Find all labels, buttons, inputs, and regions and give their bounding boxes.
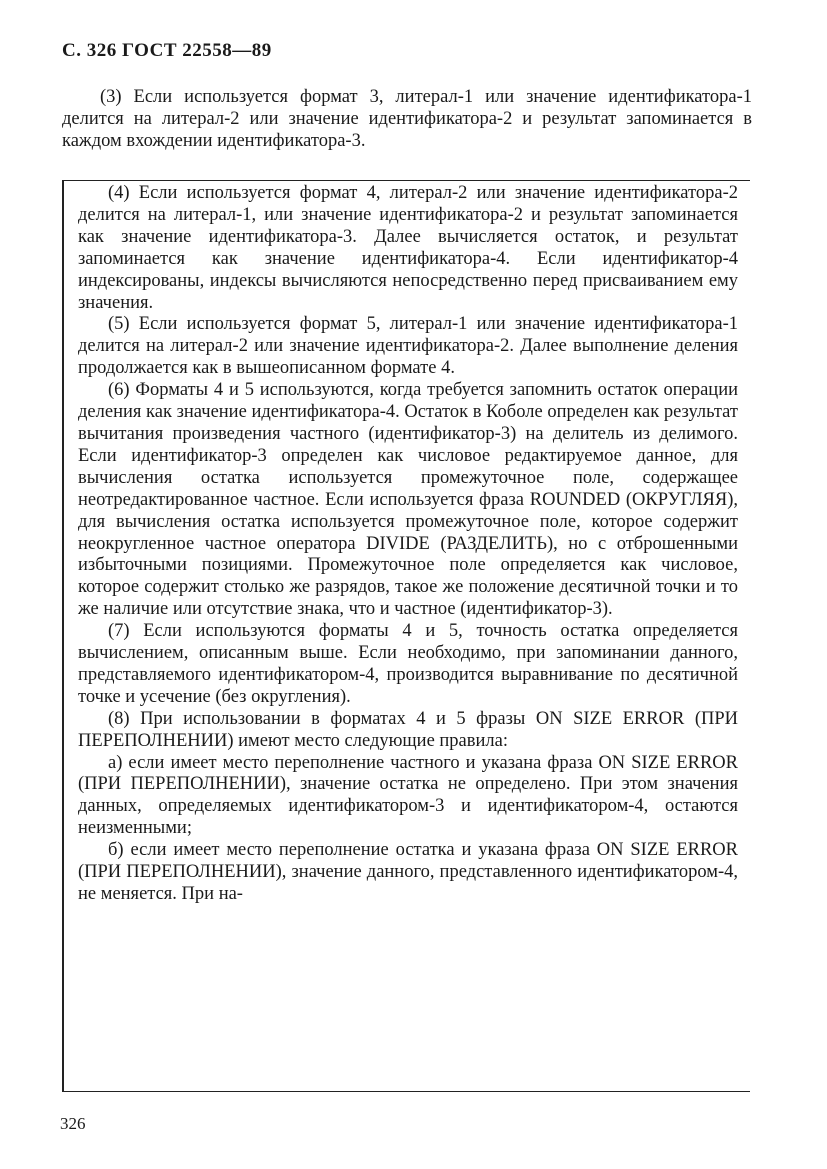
intro-paragraph: (3) Если используется формат 3, литерал-1 или значение идентификатора-1 делится на литерал-2 или значение идентификатора-2 и результат запоминается в каждом вхождении идентификатора-3. bbox=[62, 87, 752, 151]
page-number: 326 bbox=[60, 1114, 86, 1133]
rule-item-a: а) если имеет место переполнение частного и указана фраза ON SIZE ERROR (ПРИ ПЕРЕПОЛНЕНИИ), значение остатка не определено. При этом значения данных, определяемых идентификатором-3 и идентификатором-4, остаются неизменными; bbox=[78, 752, 738, 839]
paragraph-6: (6) Форматы 4 и 5 используются, когда требуется запомнить остаток операции деления как значение идентификатора-4. Остаток в Коболе определен как результат вычитания произведения частного (идентификатор-3) на делитель из делимого. Если идентификатор-3 определен как числовое редактируемое данное, для вычисления остатка используется промежуточное поле, содержащее неотредактированное частное. Если используется фраза ROUNDED (ОКРУГЛЯЯ), для вычисления остатка используется промежуточное поле, которое содержит неокругленное частное оператора DIVIDE (РАЗДЕЛИТЬ), но с отброшенными избыточными позициями. Промежуточное поле определяется как числовое, которое содержит столько же разрядов, такое же положение десятичной точки и то же наличие или отсутствие знака, что и частное (идентификатор-3). bbox=[78, 380, 738, 620]
paragraph-4: (4) Если используется формат 4, литерал-2 или значение идентификатора-2 делится на литерал-1, или значение идентификатора-2 и результат запоминается как значение идентификатора-3. Далее вычисляется остаток, и результат запоминается как значение идентификатора-4. Если идентификатор-4 индексированы, индексы вычисляются непосредственно перед присваиванием ему значения. bbox=[78, 183, 738, 313]
paragraph-8: (8) При использовании в форматах 4 и 5 фразы ON SIZE ERROR (ПРИ ПЕРЕПОЛНЕНИИ) имеют место следующие правила: bbox=[78, 708, 738, 751]
running-head: С. 326 ГОСТ 22558—89 bbox=[62, 40, 272, 61]
rule-item-b: б) если имеет место переполнение остатка и указана фраза ON SIZE ERROR (ПРИ ПЕРЕПОЛНЕНИИ), значение данного, представленного идентификатором-4, не меняется. При на- bbox=[78, 840, 738, 904]
paragraph-7: (7) Если используются форматы 4 и 5, точность остатка определяется вычислением, описанным выше. Если необходимо, при запоминании данного, представляемого идентификатором-4, производится выравнивание по десятичной точке и усечение (без округления). bbox=[78, 621, 738, 707]
box-top-rule bbox=[62, 180, 750, 181]
paragraph-5: (5) Если используется формат 5, литерал-1 или значение идентификатора-1 делится на литерал-2 или значение идентификатора-2. Далее выполнение деления продолжается как в вышеописанном формате 4. bbox=[78, 314, 738, 379]
box-bottom-rule bbox=[62, 1091, 750, 1092]
boxed-section bbox=[78, 183, 738, 906]
margin-change-bar bbox=[62, 180, 64, 1092]
